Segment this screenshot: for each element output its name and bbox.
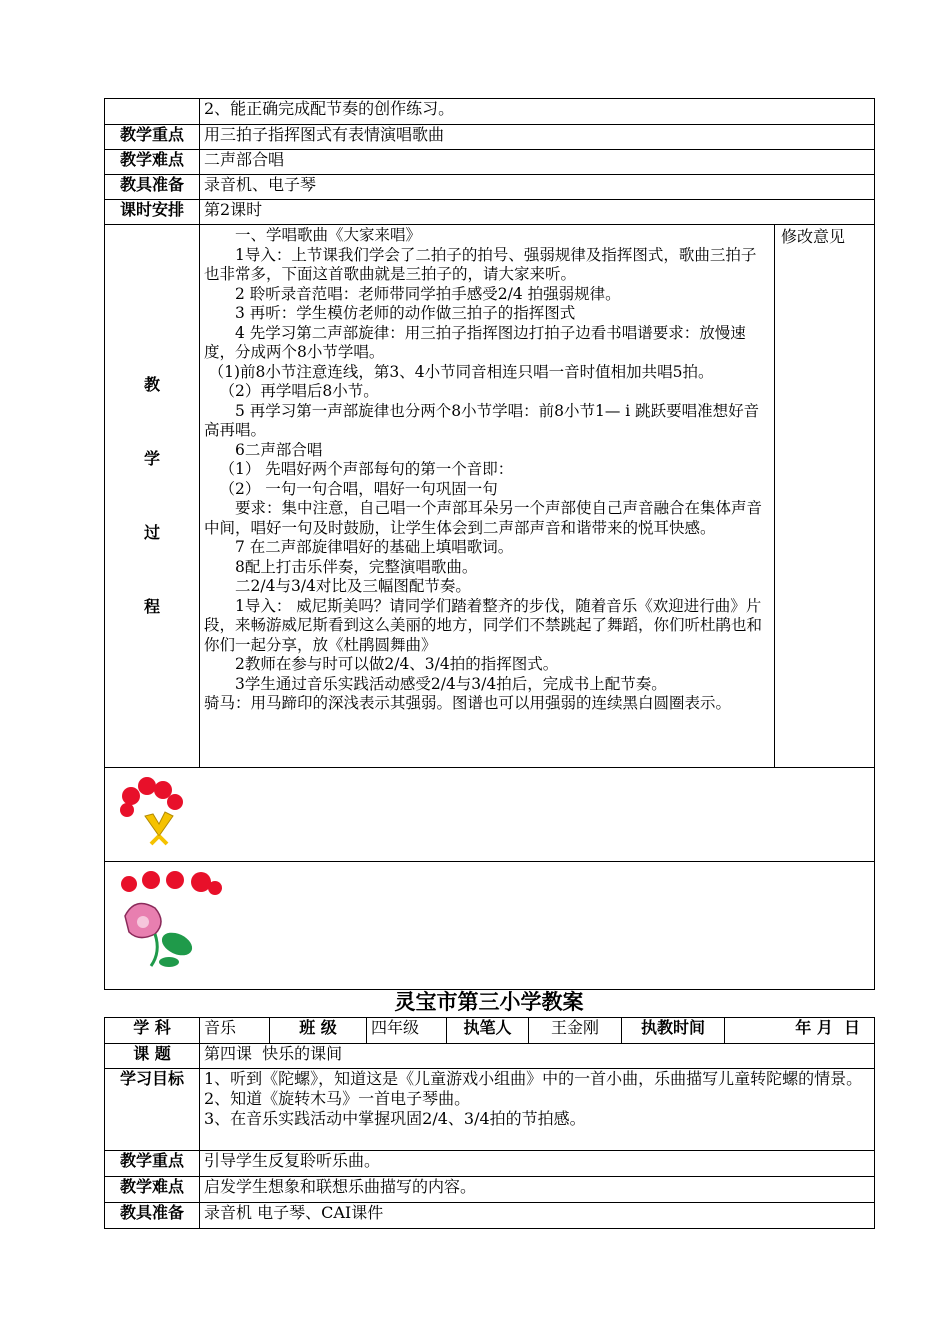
decor-row-2 xyxy=(105,862,875,990)
green-leaves-icon xyxy=(151,928,196,967)
process-line: 4 先学习第二声部旋律：用三拍子指挥图边打拍子边看书唱谱要求：放慢速度，分成两个8小节学唱。 xyxy=(204,323,746,361)
decor-row-1 xyxy=(105,768,875,862)
process-line: 1导入：上节课我们学会了二拍子的拍号、强弱规律及指挥图式，歌曲三拍子也非常多，下面这首歌曲就是三拍子的，请大家来听。 xyxy=(204,245,757,283)
key-point-label-2: 教学重点 xyxy=(105,1151,200,1177)
process-line: 要求：集中注意，自己唱一个声部耳朵另一个声部使自己声音融合在集体声音中间，唱好一句及时鼓励，让学生体会到二声部声音和谐带来的悦耳快感。 xyxy=(204,499,763,537)
red-flowers-icon xyxy=(120,777,183,817)
difficulty-value: 二声部合唱 xyxy=(200,150,875,175)
key-point-value-2: 引导学生反复聆听乐曲。 xyxy=(200,1151,875,1177)
revision-label: 修改意见 xyxy=(781,227,846,246)
process-char-3: 过 xyxy=(143,523,160,542)
objective-content xyxy=(200,1069,875,1151)
process-line: 骑马：用马蹄印的深浅表示其强弱。图谱也可以用强弱的连续黑白圆圈表示。 xyxy=(204,694,732,712)
process-line: 5 再学习第一声部旋律也分两个8小节学唱：前8小节1— i 跳跃要唱准想好音高再唱。 xyxy=(204,401,760,439)
process-line: （1)前8小节注意连线，第3、4小节同音相连只唱一音时值相加共唱5拍。 xyxy=(208,362,714,381)
schedule-label: 课时安排 xyxy=(105,200,200,225)
revision-cell xyxy=(775,225,875,768)
process-line: 7 在二声部旋律唱好的基础上填唱歌词。 xyxy=(235,538,514,556)
objective-label: 学习目标 xyxy=(105,1069,200,1151)
process-line: 2教师在参与时可以做2/4、3/4拍的指挥图式。 xyxy=(235,655,559,673)
class-label: 班 级 xyxy=(270,1018,367,1044)
objective-line: 2、知道《旋转木马》一首电子琴曲。 xyxy=(204,1089,471,1108)
objective-line: 3、在音乐实践活动中掌握巩固2/4、3/4拍的节拍感。 xyxy=(204,1109,586,1128)
process-line: （2）再学唱后8小节。 xyxy=(219,382,379,400)
topic-value: 第四课 快乐的课间 xyxy=(200,1044,875,1069)
process-char-1: 教 xyxy=(143,375,160,394)
process-content xyxy=(200,225,775,768)
process-line: 2 聆听录音范唱：老师带同学拍手感受2/4 拍强弱规律。 xyxy=(235,284,621,303)
process-line: （1） 先唱好两个声部每句的第一个音即： xyxy=(219,460,514,478)
objective-line: 1、听到《陀螺》，知道这是《儿童游戏小组曲》中的一首小曲，乐曲描写儿童转陀螺的情景。 xyxy=(204,1069,863,1088)
goal-line: 2、能正确完成配节奏的创作练习。 xyxy=(200,99,875,125)
flower-decoration-icon xyxy=(115,774,187,850)
process-line: 6二声部合唱 xyxy=(235,440,323,459)
subject-value: 音乐 xyxy=(200,1018,270,1044)
process-line: 8配上打击乐伴奏，完整演唱歌曲。 xyxy=(235,557,478,576)
teaching-time-value: 年 月 日 xyxy=(725,1018,875,1044)
reflection-flower-icon xyxy=(115,866,227,970)
key-point-label: 教学重点 xyxy=(105,125,200,150)
author-value: 王金刚 xyxy=(529,1018,622,1044)
yellow-leaf-icon xyxy=(145,812,173,844)
key-point-value: 用三拍子指挥图式有表情演唱歌曲 xyxy=(200,125,875,150)
goal-label-cell xyxy=(105,99,200,125)
document-title: 灵宝市第三小学教案 xyxy=(394,990,584,1014)
materials-label: 教具准备 xyxy=(105,175,200,200)
difficulty-value-2: 启发学生想象和联想乐曲描写的内容。 xyxy=(200,1177,875,1203)
schedule-value: 第2课时 xyxy=(200,200,875,225)
materials-value-2: 录音机 电子琴、CAI课件 xyxy=(200,1203,875,1229)
process-line: 二2/4与3/4对比及三幅图配节奏。 xyxy=(235,577,471,595)
materials-label-2: 教具准备 xyxy=(105,1203,200,1229)
process-line: （2） 一句一句合唱，唱好一句巩固一句 xyxy=(219,479,498,498)
process-line: 3 再听：学生模仿老师的动作做三拍子的指挥图式 xyxy=(235,304,576,322)
difficulty-label: 教学难点 xyxy=(105,150,200,175)
topic-label: 课 题 xyxy=(105,1044,200,1069)
subject-label: 学 科 xyxy=(105,1018,200,1044)
process-char-2: 学 xyxy=(143,449,160,468)
materials-value: 录音机、电子琴 xyxy=(200,175,875,200)
red-heading-icon xyxy=(121,871,222,895)
lesson-plan-table-bottom xyxy=(104,1017,875,1229)
process-char-4: 程 xyxy=(143,597,160,616)
teaching-time-label: 执教时间 xyxy=(622,1018,725,1044)
process-label xyxy=(105,225,200,768)
author-label: 执笔人 xyxy=(447,1018,529,1044)
process-line: 1导入： 威尼斯美吗？请同学们踏着整齐的步伐，随着音乐《欢迎进行曲》片段，来畅游威尼斯看到这么美丽的地方，同学们不禁跳起了舞蹈，你们听杜鹃也和你们一起分享，放《杜鹃圆舞曲》 xyxy=(204,596,763,654)
process-line: 一、学唱歌曲《大家来唱》 xyxy=(235,226,422,244)
difficulty-label-2: 教学难点 xyxy=(105,1177,200,1203)
lesson-plan-table-top xyxy=(104,98,875,990)
process-line: 3学生通过音乐实践活动感受2/4与3/4拍后，完成书上配节奏。 xyxy=(235,674,667,693)
pink-flower-icon xyxy=(125,904,161,938)
class-value: 四年级 xyxy=(367,1018,447,1044)
